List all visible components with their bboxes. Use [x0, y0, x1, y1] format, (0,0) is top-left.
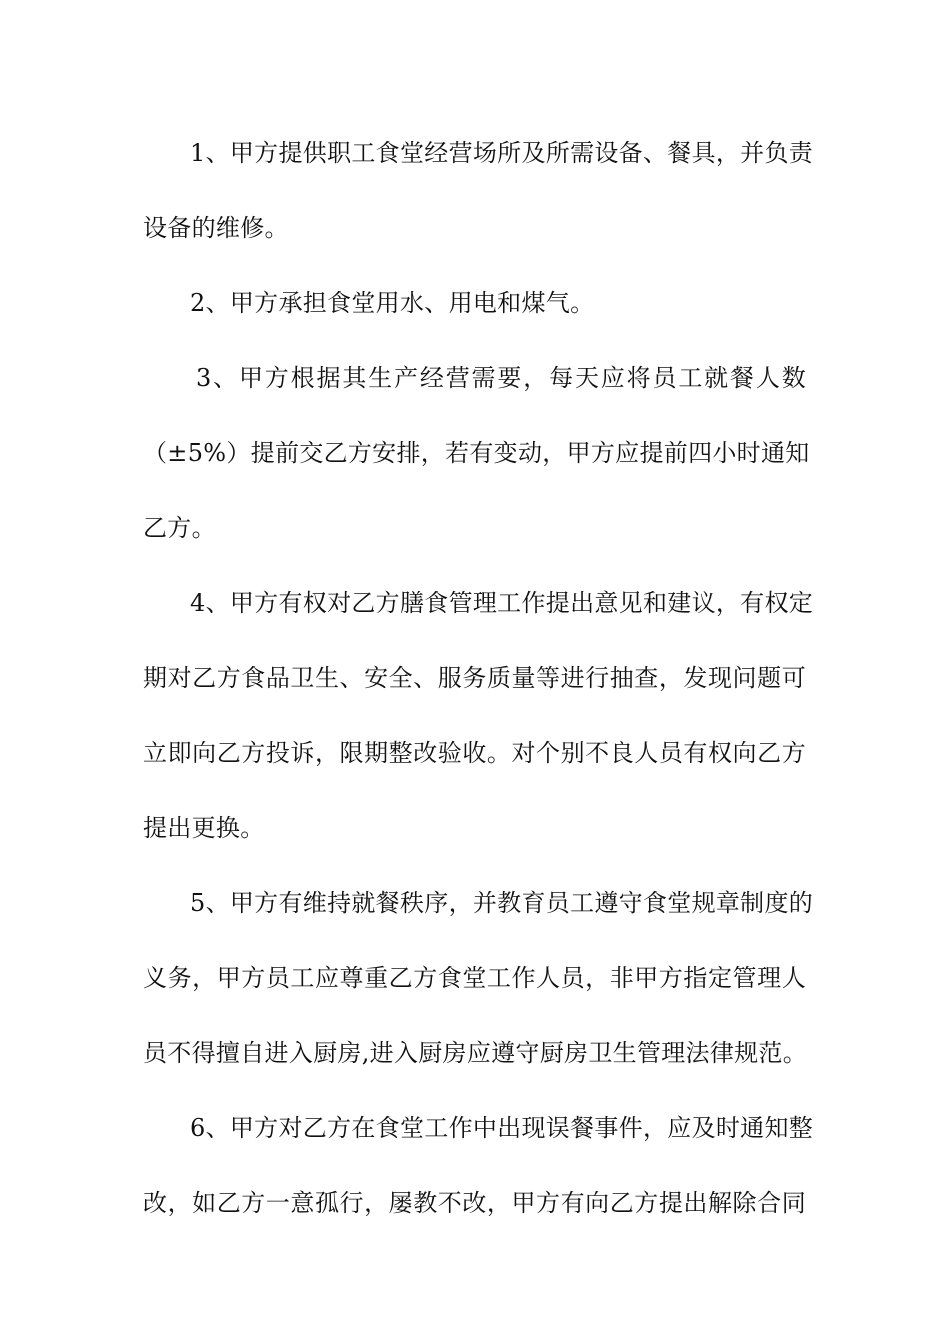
- paragraph-4-line-1: 4、甲方有权对乙方膳食管理工作提出意见和建议，有权定: [190, 589, 814, 617]
- paragraph-1-line-2: 设备的维修。: [143, 214, 289, 242]
- paragraph-2-line-1: 2、甲方承担食堂用水、用电和煤气。: [190, 289, 595, 317]
- paragraph-5-line-2: 义务，甲方员工应尊重乙方食堂工作人员，非甲方指定管理人: [143, 964, 806, 992]
- paragraph-6-line-2: 改，如乙方一意孤行，屡教不改，甲方有向乙方提出解除合同: [143, 1189, 806, 1217]
- paragraph-5-line-1: 5、甲方有维持就餐秩序，并教育员工遵守食堂规章制度的: [190, 889, 814, 917]
- paragraph-3-line-3: 乙方。: [143, 514, 216, 542]
- paragraph-4-line-2: 期对乙方食品卫生、安全、服务质量等进行抽查，发现问题可: [143, 664, 806, 692]
- paragraph-5-line-3: 员不得擅自进入厨房,进入厨房应遵守厨房卫生管理法律规范。: [143, 1039, 808, 1067]
- paragraph-3-line-2: （±5%）提前交乙方安排，若有变动，甲方应提前四小时通知: [143, 439, 810, 467]
- paragraph-6-line-1: 6、甲方对乙方在食堂工作中出现误餐事件，应及时通知整: [190, 1114, 814, 1142]
- paragraph-3-line-1: 3、甲方根据其生产经营需要，每天应将员工就餐人数: [196, 364, 806, 392]
- paragraph-4-line-3: 立即向乙方投诉，限期整改验收。对个别不良人员有权向乙方: [143, 739, 806, 767]
- paragraph-4-line-4: 提出更换。: [143, 814, 265, 842]
- paragraph-1-line-1: 1、甲方提供职工食堂经营场所及所需设备、餐具，并负责: [190, 139, 814, 167]
